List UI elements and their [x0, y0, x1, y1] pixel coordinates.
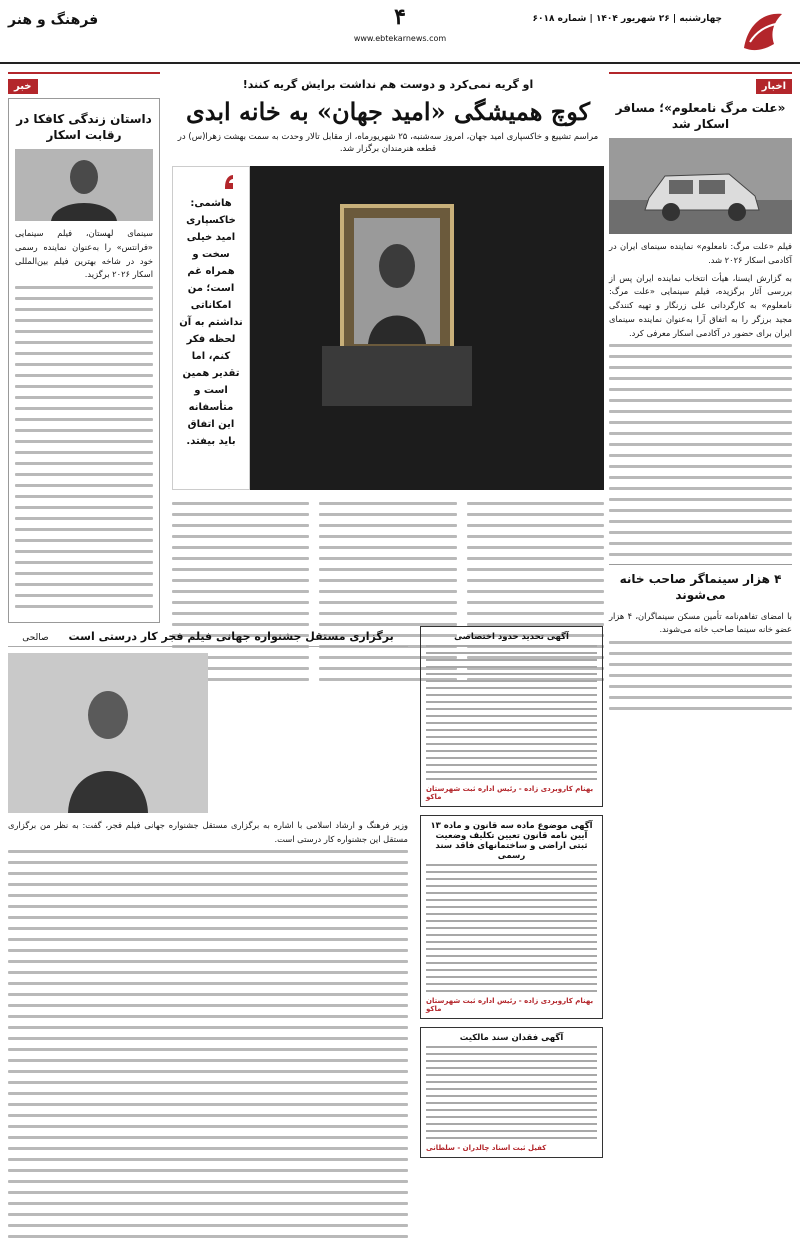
quote-text: هاشمی: خاکسپاری امید خیلی سخت و همراه غم است؛ من امکاناتی نداشتم به آن لحظه فکر کنم، اما تقدیر همین است و متأسفانه این اتفاق باید بیفتد.: [179, 197, 243, 447]
right-news-body: به گزارش ایسنا، هیأت انتخاب نماینده ایران پس از بررسی آثار برگزیده، فیلم سینمایی «علت مرگ: نامعلوم» به کارگردانی علی زرنگار و تهیه کنندگی مجید برزگر را به اتفاق آرا به‌عنوان نماینده سینمای ایران برای حضور در آکادمی اسکار معرفی کرد.: [609, 272, 792, 338]
funeral-photo: [172, 166, 604, 490]
right-second-title: ۴ هزار سینماگر صاحب خانه می‌شوند: [609, 564, 792, 603]
right-kicker: اخبار: [756, 79, 792, 94]
site-url[interactable]: www.ebtekarnews.com: [353, 34, 447, 43]
page-number: ۴: [394, 4, 406, 30]
minister-image-icon: [8, 653, 208, 813]
car-image-icon: [609, 138, 792, 234]
bottom-article-lead: وزیر فرهنگ و ارشاد اسلامی با اشاره به برگزاری مستقل جشنواره جهانی فیلم فجر، گفت: به نظر من برگزاری مستقل این جشنواره کار درستی است.: [8, 820, 408, 844]
ads-column: [420, 626, 603, 1166]
minister-photo: [8, 653, 208, 813]
left-news-text-block: [15, 286, 153, 608]
kafka-news-box: [8, 98, 160, 623]
left-news-body: سینمای لهستان، فیلم سینمایی «فرانتس» را به‌عنوان نماینده رسمی خود در شاخه بهترین فیلم بین‌المللی اسکار ۲۰۲۶ برگزید.: [15, 228, 153, 280]
right-second-body: با امضای تفاهم‌نامه تأمین مسکن سینماگران، ۴ هزار عضو خانه سینما صاحب خانه می‌شوند.: [609, 610, 792, 635]
main-article: [172, 72, 604, 689]
main-lead: مراسم تشییع و خاکسپاری امید جهان، امروز سه‌شنبه، ۲۵ شهریورماه، از مقابل تالار وحدت به سمت بهشت زهرا(س) در قطعه هنرمندان برگزار شد.: [177, 132, 599, 154]
ad-1-sign: بهنام کاروبردی زاده - رئیس اداره ثبت شهرستان ماکو: [426, 785, 594, 801]
main-headline: کوچ همیشگی «امید جهان» به خانه ابدی: [185, 97, 591, 126]
left-column: [8, 72, 160, 623]
portrait-image-icon: [15, 149, 153, 221]
right-news-title: «علت مرگ نامعلوم»؛ مسافر اسکار شد: [615, 101, 786, 132]
ad-2-sign: بهنام کاروبردی زاده - رئیس اداره ثبت شهرستان ماکو: [426, 997, 594, 1013]
ad-3-title: آگهی فقدان سند مالکیت: [459, 1033, 564, 1043]
bottom-article-headline: برگزاری مستقل جشنواره جهانی فیلم فجر کار درستی است: [68, 630, 394, 643]
page-header: [0, 0, 800, 64]
right-second-text-block: [609, 641, 792, 710]
ad-2-text: [426, 864, 597, 992]
ad-1-title: آگهی تحدید حدود اختصاصی: [454, 632, 569, 642]
right-column: [609, 72, 792, 718]
ad-2: [420, 815, 603, 1019]
main-kicker: او گریه نمی‌کرد و دوست هم نداشت برایش گریه کنند!: [242, 78, 534, 91]
bottom-article-title: [8, 630, 408, 647]
left-news-title: داستان زندگی کافکا در رقابت اسکار: [16, 112, 152, 143]
newspaper-logo-icon: [734, 4, 792, 58]
quote-box: [172, 166, 250, 490]
ad-3: [420, 1027, 603, 1158]
kafka-photo: [15, 149, 153, 221]
bottom-article: [8, 630, 408, 1240]
bottom-article-text-block: [8, 850, 408, 1240]
bottom-article-author: صالحی: [22, 633, 49, 643]
date-line: چهارشنبه | ۲۶ شهریور ۱۴۰۴ | شماره ۶۰۱۸: [532, 14, 722, 24]
section-label: فرهنگ و هنر: [8, 12, 99, 28]
right-news-text-block: [609, 344, 792, 556]
ad-2-title: آگهی موضوع ماده سه قانون و ماده ۱۳ آیین نامه قانون تعیین تکلیف وضعیت ثبتی اراضی و ساختمانهای فاقد سند رسمی: [430, 821, 593, 861]
ad-3-sign: کفیل ثبت اسناد چالدران - سلطانی: [426, 1144, 547, 1152]
car-photo: [609, 138, 792, 234]
quote-mark-icon: [223, 173, 243, 191]
left-kicker: خبر: [8, 79, 38, 94]
ad-3-text: [426, 1046, 597, 1139]
right-column-head: [609, 72, 792, 94]
left-column-head: [8, 72, 160, 94]
ad-1-text: [426, 645, 597, 780]
ad-1: [420, 626, 603, 807]
right-news-lead: فیلم «علت مرگ: نامعلوم» نماینده سینمای ایران در آکادمی اسکار ۲۰۲۶ شد.: [609, 241, 792, 266]
